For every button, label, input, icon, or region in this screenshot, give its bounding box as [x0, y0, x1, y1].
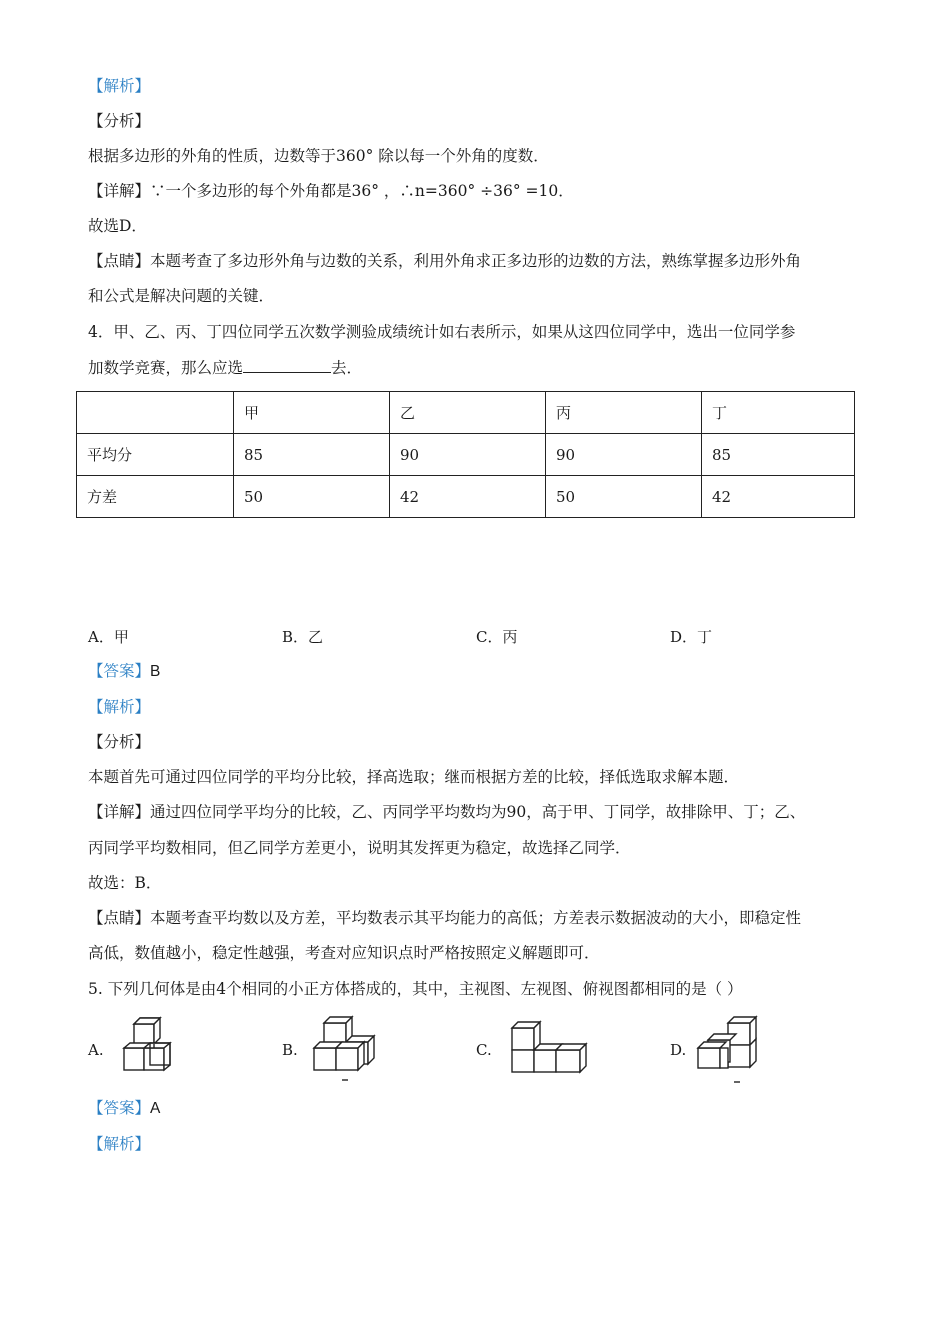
dianjing-text-1: 本题考查了多边形外角与边数的关系，利用外角求正多边形的边数的方法，熟练掌握多边形外角 — [150, 252, 802, 270]
q5-answer-line — [88, 1098, 160, 1119]
table-cell: 丁 — [702, 392, 855, 434]
q5-stem: 5. 下列几何体是由4个相同的小正方体搭成的，其中，主视图、左视图、俯视图都相同的是（ ） — [88, 980, 743, 998]
table-cell: 50 — [234, 476, 390, 518]
analysis-heading: 【解析】 — [88, 77, 151, 95]
q5-figure-a[interactable] — [120, 1015, 184, 1075]
q4-jiexi-heading: 【解析】 — [88, 698, 151, 716]
dianjing-tag: 【点睛】 — [88, 909, 151, 927]
table-cell: 丙 — [546, 392, 702, 434]
xiangjie-tag: 【详解】 — [88, 182, 151, 200]
fenxi-text: 根据多边形的外角的性质，边数等于360° 除以每一个外角的度数． — [88, 147, 549, 165]
table-cell: 85 — [234, 434, 390, 476]
dianjing-tag: 【点睛】 — [88, 252, 151, 270]
q5-figure-c[interactable] — [508, 1018, 592, 1078]
q4-dianjing-line-2: 高低，数值越小，稳定性越强，考查对应知识点时严格按照定义解题即可． — [88, 944, 600, 962]
answer-blank — [243, 358, 331, 373]
q5-figure-d[interactable] — [694, 1014, 766, 1086]
answer-value: B — [150, 663, 161, 680]
table-cell: 甲 — [234, 392, 390, 434]
q4-option-b[interactable]: B．乙 — [282, 628, 324, 646]
q4-answer-line — [88, 661, 160, 682]
q4-stem-line-2 — [88, 358, 362, 378]
xiangjie-line — [88, 181, 574, 201]
table-cell: 90 — [546, 434, 702, 476]
q4-dianjing-line-1 — [88, 908, 801, 928]
fenxi-heading: 【分析】 — [88, 112, 151, 130]
answer-value: A — [150, 1100, 161, 1117]
xiangjie-text: ∵一个多边形的每个外角都是36° ，∴n=360° ÷36° =10． — [150, 182, 574, 200]
q5-option-d-label[interactable]: D. — [670, 1041, 687, 1059]
guxuan-line: 故选D． — [88, 217, 147, 235]
q5-figure-b[interactable] — [308, 1014, 382, 1084]
xiangjie-text-1: 通过四位同学平均分的比较，乙、丙同学平均数均为90，高于甲、丁同学，故排除甲、丁；乙、 — [150, 803, 806, 821]
q4-option-c[interactable]: C．丙 — [476, 628, 518, 646]
table-cell — [77, 392, 234, 434]
q4-xiangjie-line-2: 丙同学平均数相同，但乙同学方差更小，说明其发挥更为稳定，故选择乙同学． — [88, 839, 631, 857]
q4-fenxi-text: 本题首先可通过四位同学的平均分比较，择高选取；继而根据方差的比较，择低选取求解本题． — [88, 768, 740, 786]
dianjing-line-1 — [88, 251, 801, 271]
q4-xiangjie-line-1 — [88, 802, 805, 822]
table-row — [77, 476, 855, 518]
q4-stem-part-a: 加数学竞赛，那么应选 — [88, 359, 244, 377]
q5-option-a-label[interactable]: A. — [88, 1041, 104, 1059]
q5-option-c-label[interactable]: C. — [476, 1041, 492, 1059]
table-cell: 42 — [702, 476, 855, 518]
xiangjie-tag: 【详解】 — [88, 803, 151, 821]
q5-jiexi-heading: 【解析】 — [88, 1135, 151, 1153]
table-cell: 平均分 — [77, 434, 234, 476]
table-cell: 85 — [702, 434, 855, 476]
q4-fenxi-heading: 【分析】 — [88, 733, 151, 751]
table-cell: 方差 — [77, 476, 234, 518]
q4-stem-line-1: 4．甲、乙、丙、丁四位同学五次数学测验成绩统计如右表所示，如果从这四位同学中，选出一位同学参 — [88, 323, 796, 341]
dianjing-line-2: 和公式是解决问题的关键． — [88, 287, 275, 305]
answer-tag: 【答案】 — [88, 662, 151, 680]
q4-guxuan-line: 故选：B． — [88, 874, 162, 892]
table-header-row — [77, 392, 855, 434]
q4-option-d[interactable]: D．丁 — [670, 628, 713, 646]
table-row — [77, 434, 855, 476]
table-cell: 42 — [390, 476, 546, 518]
score-table — [76, 391, 855, 518]
answer-tag: 【答案】 — [88, 1099, 151, 1117]
dianjing-text-1: 本题考查平均数以及方差，平均数表示其平均能力的高低；方差表示数据波动的大小，即稳定性 — [150, 909, 802, 927]
q5-option-b-label[interactable]: B. — [282, 1041, 298, 1059]
table-cell: 50 — [546, 476, 702, 518]
table-cell: 90 — [390, 434, 546, 476]
q4-stem-part-b: 去． — [331, 359, 363, 377]
q4-option-a[interactable]: A．甲 — [88, 628, 129, 646]
table-cell: 乙 — [390, 392, 546, 434]
